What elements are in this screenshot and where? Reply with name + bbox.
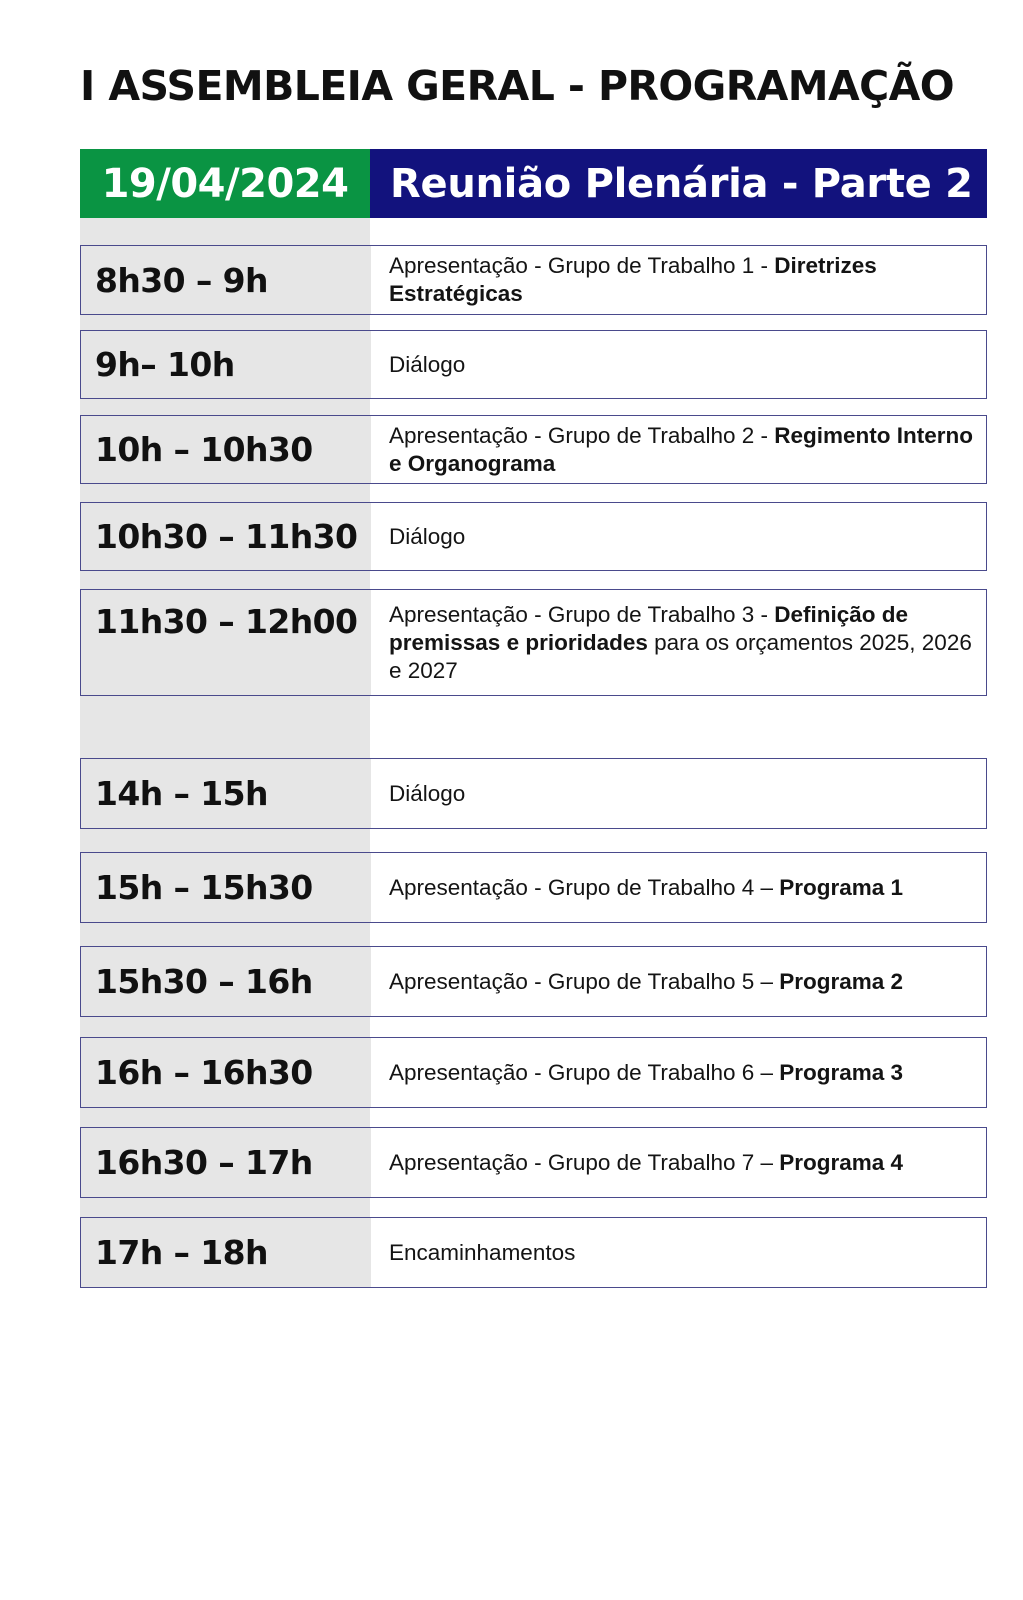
schedule-row <box>80 946 987 1017</box>
time-slot: 17h – 18h <box>81 1218 371 1287</box>
activity-text: Apresentação - Grupo de Trabalho 1 - <box>389 253 775 278</box>
activity-description <box>371 1218 986 1287</box>
activity-description <box>371 590 986 695</box>
activity-description <box>371 947 986 1016</box>
activity-description <box>371 246 986 314</box>
activity-description <box>371 853 986 922</box>
time-slot: 11h30 – 12h00 <box>81 590 371 695</box>
time-slot: 16h30 – 17h <box>81 1128 371 1197</box>
activity-highlight: Definição de premissas e prioridades <box>389 601 909 655</box>
activity-text: Apresentação - Grupo de Trabalho 7 – <box>389 1149 780 1175</box>
activity-description <box>371 1038 986 1107</box>
time-slot: 10h – 10h30 <box>81 416 371 483</box>
activity-text: Apresentação - Grupo de Trabalho 6 – <box>389 1059 780 1085</box>
schedule-row <box>80 1037 987 1108</box>
time-slot: 15h – 15h30 <box>81 853 371 922</box>
event-date: 19/04/2024 <box>80 149 370 218</box>
activity-description <box>371 331 986 398</box>
activity-text: Diálogo <box>389 780 466 806</box>
time-slot: 16h – 16h30 <box>81 1038 371 1107</box>
activity-text: Encaminhamentos <box>389 1239 576 1265</box>
activity-description <box>371 503 986 570</box>
schedule-row <box>80 415 987 484</box>
activity-highlight: Programa 4 <box>779 1149 904 1175</box>
activity-description <box>371 416 986 483</box>
schedule-row <box>80 852 987 923</box>
activity-text: para os orçamentos 2025, 2026 e 2027 <box>389 629 972 683</box>
activity-highlight: Programa 1 <box>779 874 904 900</box>
schedule-row <box>80 502 987 571</box>
session-title: Reunião Plenária - Parte 2 <box>370 149 987 218</box>
activity-highlight: Programa 2 <box>779 968 904 994</box>
activity-highlight: Diretrizes Estratégicas <box>389 253 877 306</box>
time-slot: 15h30 – 16h <box>81 947 371 1016</box>
schedule-row <box>80 1127 987 1198</box>
activity-text: Apresentação - Grupo de Trabalho 3 - <box>389 601 775 627</box>
schedule-row <box>80 330 987 399</box>
time-slot: 8h30 – 9h <box>81 246 371 314</box>
activity-highlight: Programa 3 <box>779 1059 904 1085</box>
activity-text: Apresentação - Grupo de Trabalho 2 - <box>389 422 775 448</box>
activity-text: Diálogo <box>389 523 466 549</box>
activity-description <box>371 1128 986 1197</box>
time-slot: 9h– 10h <box>81 331 371 398</box>
activity-text: Apresentação - Grupo de Trabalho 5 – <box>389 968 780 994</box>
page-title: I ASSEMBLEIA GERAL - PROGRAMAÇÃO <box>80 62 955 110</box>
schedule-row <box>80 589 987 696</box>
activity-description <box>371 759 986 828</box>
schedule-row <box>80 758 987 829</box>
activity-text: Diálogo <box>389 351 466 377</box>
time-slot: 10h30 – 11h30 <box>81 503 371 570</box>
activity-highlight: Regimento Interno e Organograma <box>389 422 973 476</box>
activity-text: Apresentação - Grupo de Trabalho 4 – <box>389 874 780 900</box>
schedule-row <box>80 1217 987 1288</box>
schedule-row <box>80 245 987 315</box>
time-slot: 14h – 15h <box>81 759 371 828</box>
